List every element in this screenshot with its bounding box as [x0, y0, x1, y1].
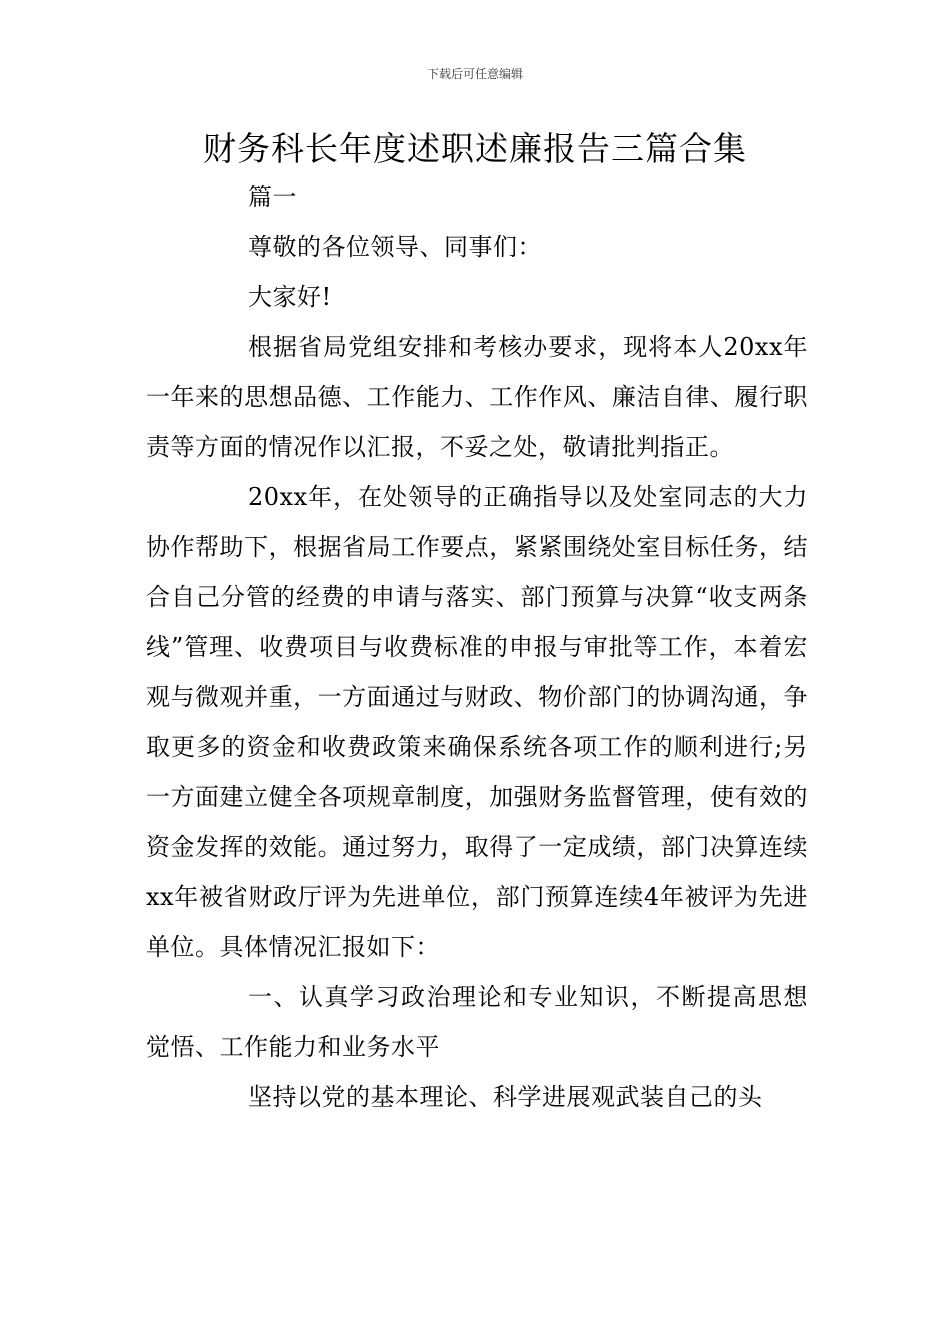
document-body [146, 172, 808, 1122]
paragraph-overview: 20xx年，在处领导的正确指导以及处室同志的大力协作帮助下，根据省局工作要点，紧紧围绕处室目标任务，结合自己分管的经费的申请与落实、部门预算与决算“收支两条线”管理、收费项目与收费标准的申报与审批等工作，本着宏观与微观并重，一方面通过与财政、物价部门的协调沟通，争取更多的资金和收费政策来确保系统各项工作的顺利进行;另一方面建立健全各项规章制度，加强财务监督管理，使有效的资金发挥的效能。通过努力，取得了一定成绩，部门决算连续xx年被省财政厅评为先进单位，部门预算连续4年被评为先进单位。具体情况汇报如下： [146, 483, 808, 961]
paragraph-heading-1: 一、认真学习政治理论和专业知识，不断提高思想觉悟、工作能力和业务水平 [146, 983, 808, 1061]
document-title: 财务科长年度述职述廉报告三篇合集 [203, 129, 747, 168]
header-note: 下载后可任意编辑 [426, 67, 523, 81]
paragraph-intro: 根据省局党组安排和考核办要求，现将本人20xx年一年来的思想品德、工作能力、工作作风、廉洁自律、履行职责等方面的情况作以汇报，不妥之处，敬请批判指正。 [146, 333, 808, 461]
paragraph-section-label: 篇一 [248, 183, 297, 211]
paragraph-greeting: 大家好! [248, 283, 332, 311]
paragraph-body-1: 坚持以党的基本理论、科学进展观武装自己的头 [248, 1083, 763, 1111]
paragraph-salutation: 尊敬的各位领导、同事们： [248, 233, 542, 261]
